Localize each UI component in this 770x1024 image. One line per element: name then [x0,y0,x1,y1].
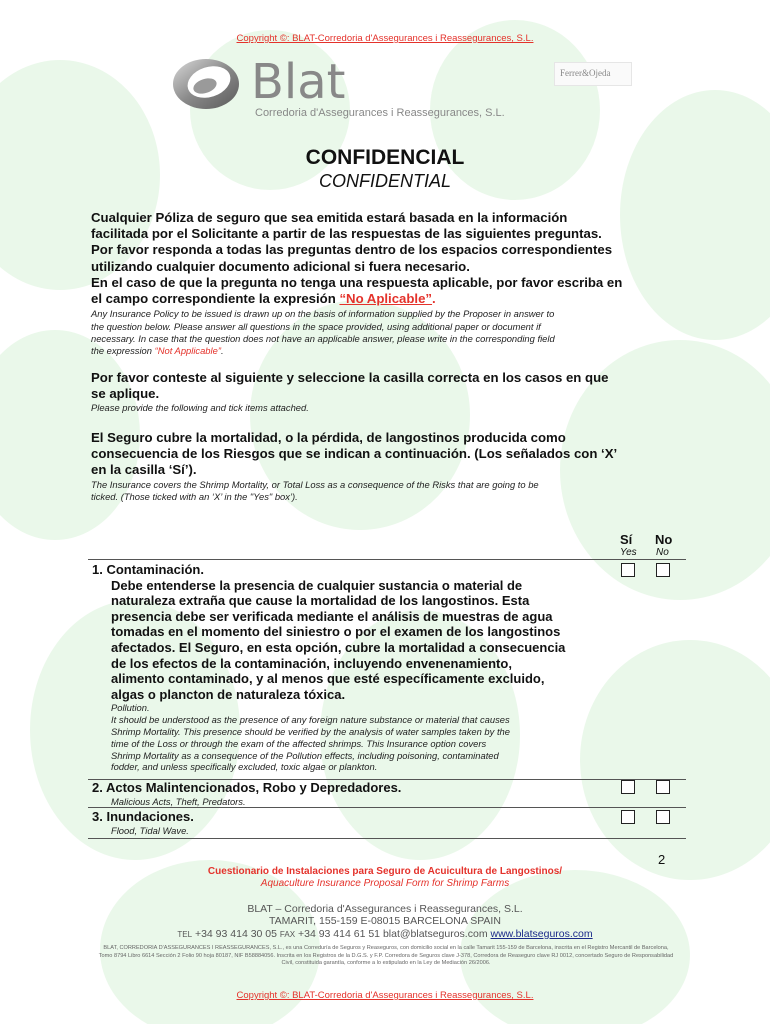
intro-en-line [91,345,691,357]
item-es-line: afectados. El Seguro, en esta opción, cubre la mortalidad a consecuencia [111,639,566,655]
email[interactable]: blat@blatseguros.com [382,928,488,940]
legal-notice: BLAT, CORREDORIA D'ASSEGURANCES I REASSEGURANCES, S.L., es una Correduría de Seguros y Reaseguros, con domicilio social en la calle Tamarit 155-159 de Barcelona, inscrita en el Registro Mercantil de Barcelona, Tomo 8794 Libro 6614 Sección 2 Folio 90 hoja 80187, NIF B58884056. Inscrita en los Registros de la D.G.S. y F.P. Corredora de Seguros clave J-378, Corredora de Reaseguro clave RJ 0012, concertado Seguro de Responsabilidad Civil, constituida garantía, conforme a lo estipulado en la Ley de Mediación 26/2006. [98,945,674,966]
intro-en-last-prefix: the expression [91,345,155,357]
website-link[interactable]: www.blatseguros.com [490,928,593,940]
item-es-line: tomadas en el momento del siniestro o por el examen de los langostinos [111,624,561,640]
checkbox-actos-yes[interactable] [621,780,635,794]
logo-tagline: Corredoria d'Assegurances i Reassegurances, S.L. [255,107,505,119]
instructions-english: Please provide the following and tick items attached. [91,402,309,414]
coverage-spanish [91,430,691,479]
item-es-line: Debe entenderse la presencia de cualquier sustancia o material de [111,577,523,593]
intro-es-line: utilizando cualquier documento adicional si fuera necesario. [91,258,470,274]
checkbox-inundaciones-no[interactable] [656,810,670,824]
title-confidencial: CONFIDENCIAL [305,146,465,169]
partner-logo-text: Ferrer&Ojeda [560,68,611,78]
fax-label: FAX [279,930,296,939]
checkbox-inundaciones-yes[interactable] [621,810,635,824]
column-no-es: No [655,532,673,547]
intro-en-line: necessary. In case that the question does not have an applicable answer, please write in the corresponding field [91,332,555,344]
checkbox-actos-no[interactable] [656,780,670,794]
intro-es-line: facilitada por el Solicitante a partir de las respuestas de las siguientes preguntas. [91,226,602,242]
coverage-es-line: consecuencia de los Riesgos que se indican a continuación. (Los señalados con ‘X’ [91,446,618,462]
column-yes-en: Yes [620,547,637,558]
item-en-line: Pollution. [111,702,150,714]
coverage-english [91,479,691,504]
instructions-section [91,370,691,415]
intro-es-line: Por favor responda a todas las preguntas dentro de los espacios correspondientes [91,242,613,258]
item-es-line: presencia debe ser verificada mediante el análisis de muestras de agua [111,608,553,624]
copyright-header[interactable]: Copyright ©: BLAT-Corredoria d'Assegurances i Reassegurances, S.L. [236,33,534,44]
partner-logo [554,62,632,86]
coverage-es-line: El Seguro cubre la mortalidad, o la pérdida, de langostinos producida como [91,430,566,445]
intro-es-line [91,291,691,307]
risk-item-inundaciones [92,809,612,836]
item-heading: 1. Contaminación. [92,562,204,577]
blat-ring-logo-icon [169,54,243,114]
intro-en-line: the question below. Please answer all questions in the space provided, using additional paper or document if [91,320,541,332]
item-es-line: alimento contaminado, y al menos que esté específicamente excluido, [111,671,545,687]
item-description-en: Malicious Acts, Theft, Predators. [111,795,246,807]
table-rule [88,838,686,839]
coverage-es-line: en la casilla ‘Sí’). [91,462,197,478]
risk-item-contaminacion [92,562,612,773]
intro-en-last-suffix: . [220,345,224,357]
coverage-en-line: The Insurance covers the Shrimp Mortality, or Total Loss as a consequence of the Risks that are going to be [91,478,539,490]
instructions-spanish [91,370,691,402]
item-es-line: de los efectos de la contaminación, incluyendo envenenamiento, [111,655,512,671]
item-heading: 2. Actos Malintencionados, Robo y Depredadores. [92,780,402,795]
item-es-line: algas o plancton de naturaleza tóxica. [111,686,346,702]
tel-number: +34 93 414 30 05 [194,928,277,940]
item-description-en [92,702,612,773]
intro-section [91,210,691,357]
checkbox-contaminacion-no[interactable] [656,563,670,577]
copyright-footer[interactable]: Copyright ©: BLAT-Corredoria d'Assegurances i Reassegurances, S.L. [236,990,534,1001]
footer-company: BLAT – Corredoria d'Assegurances i Reassegurances, S.L. [247,903,523,915]
form-title-es: Cuestionario de Instalaciones para Seguro de Acuicultura de Langostinos/ [207,866,563,877]
tel-label: TEL [177,930,193,939]
item-en-line: Shrimp Mortality. This presence should be verified by the analysis of water samples taken by the [111,725,510,737]
fax-number: +34 93 414 61 51 [297,928,381,940]
item-en-line: Shrimp Mortality as a consequence of the Pollution effects, including poisoning, contaminated [111,749,499,761]
footer-contacts [0,928,770,941]
column-yes-es: Sí [620,532,633,547]
blat-logo [167,52,527,122]
instructions-es-line: Por favor conteste al siguiente y seleccione la casilla correcta en los casos en que [91,370,609,385]
title-confidential: CONFIDENTIAL [318,171,451,191]
item-en-line: time of the Loss or through the exam of the affected shrimps. This Insurance option covers [111,737,487,749]
instructions-es-line: se aplique. [91,386,160,402]
intro-english [91,308,691,357]
risk-item-actos-malintencionados [92,780,612,807]
intro-es-line: En el caso de que la pregunta no tenga una respuesta aplicable, por favor escriba en [91,274,623,290]
coverage-section [91,430,691,503]
item-description-es [92,578,612,703]
form-title-en: Aquaculture Insurance Proposal Form for Shrimp Farms [260,878,510,889]
checkbox-contaminacion-yes[interactable] [621,563,635,577]
coverage-en-line: ticked. (Those ticked with an ‘X’ in the "Yes" box’). [91,490,298,502]
no-aplicable-highlight: “No Aplicable” [339,291,433,307]
page-number: 2 [658,852,666,867]
logo-brand-name: Blat [251,54,346,110]
item-en-line: It should be understood as the presence of any foreign nature substance or material that causes [111,714,510,726]
table-rule [88,807,686,808]
item-heading: 3. Inundaciones. [92,809,194,824]
intro-es-last-suffix: . [432,291,436,307]
column-no-en: No [656,547,669,558]
item-en-line: fodder, and unless specifically excluded, toxic algae or plankton. [111,761,378,773]
table-rule [88,559,686,560]
intro-en-line: Any Insurance Policy to be issued is drawn up on the basis of information supplied by the Proposer in answer to [91,308,555,320]
intro-spanish [91,210,691,307]
not-applicable-highlight: “Not Applicable” [154,345,221,357]
item-description-en: Flood, Tidal Wave. [111,824,189,836]
intro-es-line: Cualquier Póliza de seguro que sea emitida estará basada en la información [91,210,568,225]
intro-es-last-prefix: el campo correspondiente la expresión [91,291,340,307]
footer-address: TAMARIT, 155-159 E-08015 BARCELONA SPAIN [269,915,501,927]
item-es-line: naturaleza extraña que cause la mortalidad de los langostinos. Esta [111,593,530,609]
